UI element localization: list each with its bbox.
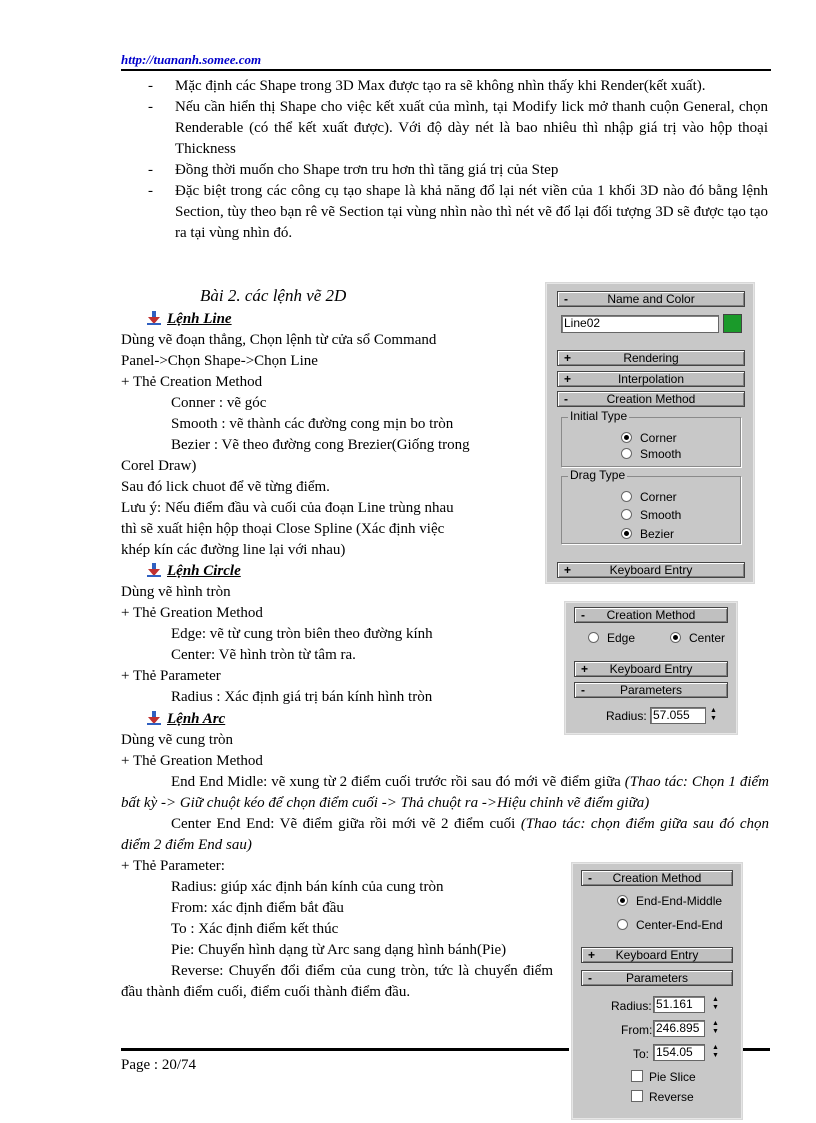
center-end-end-radio[interactable] <box>617 918 723 932</box>
radio-icon <box>621 491 632 502</box>
from-label: From: <box>621 1023 653 1037</box>
line-text: Dùng vẽ đoạn thẳng, Chọn lệnh từ cửa sổ Command <box>121 332 437 348</box>
line-text: Sau đó lick chuot để vẽ từng điểm. <box>121 479 330 495</box>
circle-text: Edge: vẽ từ cung tròn biên theo đường kính <box>171 626 433 642</box>
radio-label: Bezier <box>640 527 675 541</box>
arrow-down-icon <box>147 711 161 725</box>
rollout-title: Name and Color <box>607 292 695 306</box>
collapse-sign: - <box>588 871 592 885</box>
collapse-sign: - <box>564 392 568 406</box>
rollout-creation-method[interactable] <box>574 607 728 623</box>
arrow-down-icon <box>147 563 161 577</box>
arc-text: Pie: Chuyển hình dạng từ Arc sang dạng hình bánh(Pie) <box>171 942 507 958</box>
radio-label: Center-End-End <box>636 918 723 932</box>
circle-text: + Thẻ Parameter <box>121 668 221 684</box>
bullet-item: - Đặc biệt trong các công cụ tạo shape là khả năng đổ lại nét viền của 1 khối 3D nào đó bằng lệnh Section, tùy theo bạn rê vẽ Section tại vùng nhìn nào thì nét vẽ đổ lại đối tượng 3D sẽ được tạo tạo ra tại vùng nhìn đó. <box>148 181 768 244</box>
arc-text: Radius: giúp xác định bán kính của cung tròn <box>171 879 444 895</box>
radio-selected-icon <box>621 432 632 443</box>
radio-icon <box>621 448 632 459</box>
circle-text: Radius : Xác định giá trị bán kính hình tròn <box>171 689 433 705</box>
rollout-parameters[interactable] <box>581 970 733 986</box>
reverse-checkbox[interactable] <box>631 1090 694 1104</box>
line-heading-row <box>121 309 521 330</box>
expand-sign: + <box>564 372 572 386</box>
radius-spinner[interactable]: ▲ ▼ <box>710 707 717 722</box>
color-swatch[interactable] <box>723 314 742 333</box>
radio-selected-icon <box>670 632 681 643</box>
rollout-creation-method[interactable] <box>581 870 733 886</box>
page-number: Page : 20/74 <box>121 1057 196 1073</box>
line-text: Bezier : Vẽ theo đường cong Brezier(Giống trong <box>171 437 470 453</box>
pie-slice-checkbox[interactable] <box>631 1070 696 1084</box>
to-label: To: <box>633 1047 650 1061</box>
radio-selected-icon <box>617 895 628 906</box>
radio-icon <box>588 632 599 643</box>
radius-label: Radius: <box>611 999 652 1013</box>
checkbox-icon <box>631 1070 643 1082</box>
rollout-interpolation[interactable] <box>557 371 745 387</box>
radius-spinner[interactable]: ▲ ▼ <box>712 996 719 1011</box>
initial-smooth-radio[interactable] <box>621 447 681 461</box>
circle-text: Dùng vẽ hình tròn <box>121 584 231 600</box>
rollout-title: Creation Method <box>606 608 696 622</box>
expand-sign: + <box>564 563 572 577</box>
rollout-title: Interpolation <box>617 372 685 386</box>
radio-label: End-End-Middle <box>636 894 723 908</box>
rollout-keyboard-entry[interactable] <box>581 947 733 963</box>
bullet-item: - Nếu cần hiển thị Shape cho việc kết xuất của mình, tại Modify lick mở thanh cuộn General, chọn Renderable (có thể kết xuất được). Với độ dày nét là bao nhiêu thì nhập giá trị vào hộp thoại Thickness <box>148 97 768 160</box>
checkbox-label: Reverse <box>649 1090 694 1104</box>
arrow-down-icon <box>147 311 161 325</box>
arc-command-panel <box>572 863 742 1119</box>
arc-paragraph-end-end-middle <box>121 772 769 814</box>
arc-text: From: xác định điểm bắt đầu <box>171 900 344 916</box>
line-text: Lưu ý: Nếu điểm đầu và cuối của đoạn Line trùng nhau <box>121 500 454 516</box>
radius-input[interactable]: 51.161 <box>653 996 705 1013</box>
center-radio[interactable] <box>670 631 725 645</box>
line-text: Corel Draw) <box>121 458 197 474</box>
intro-bullet-list <box>148 76 768 244</box>
arc-text: End End Midle: vẽ xung từ 2 điểm cuối trước rồi sau đó mới vẽ điểm giữa <box>171 774 625 790</box>
circle-text: Center: Vẽ hình tròn từ tâm ra. <box>171 647 356 663</box>
radio-icon <box>617 919 628 930</box>
header-rule <box>121 69 771 71</box>
bullet-item: - Mặc định các Shape trong 3D Max được tạo ra sẽ không nhìn thấy khi Render(kết xuất). <box>148 76 768 97</box>
radio-label: Corner <box>640 431 677 445</box>
rollout-title: Parameters <box>625 971 689 985</box>
arc-text: Center End End: Vẽ điểm giữa rồi mới vẽ 2 điểm cuối <box>171 816 521 832</box>
rollout-title: Rendering <box>623 351 679 365</box>
collapse-sign: - <box>588 971 592 985</box>
arc-text-italic: (Thao tác: Chọn 1 điểm bất kỳ -> Giữ chuột kéo để chọn điểm cuối -> Thả chuột ra ->Hiệu chỉnh vẽ điểm giữa) <box>121 774 769 811</box>
circle-text: + Thẻ Greation Method <box>121 605 263 621</box>
collapse-sign: - <box>581 608 585 622</box>
to-spinner[interactable]: ▲ ▼ <box>712 1044 719 1059</box>
rollout-title: Creation Method <box>606 392 696 406</box>
rollout-title: Keyboard Entry <box>609 563 693 577</box>
rollout-parameters[interactable] <box>574 682 728 698</box>
rollout-creation-method[interactable] <box>557 391 745 407</box>
expand-sign: + <box>564 351 572 365</box>
line-section <box>121 309 521 561</box>
arc-parameter-block <box>121 856 553 1003</box>
line-text: + Thẻ Creation Method <box>121 374 263 390</box>
circle-heading: Lệnh Circle <box>167 563 241 579</box>
arc-heading: Lệnh Arc <box>167 711 226 727</box>
line-command-panel <box>546 283 754 583</box>
lesson-title: Bài 2. các lệnh vẽ 2D <box>200 286 347 305</box>
line-heading: Lệnh Line <box>167 311 232 327</box>
arc-text: Dùng vẽ cung tròn <box>121 732 234 748</box>
rollout-keyboard-entry[interactable] <box>557 562 745 578</box>
radius-label: Radius: <box>606 709 647 723</box>
arc-text: To : Xác định điểm kết thúc <box>171 921 339 937</box>
line-text: Conner : vẽ góc <box>171 395 267 411</box>
line-text: thì sẽ xuất hiện hộp thoại Close Spline (Xác định việc <box>121 521 445 537</box>
collapse-sign: - <box>581 683 585 697</box>
radio-label: Center <box>689 631 726 645</box>
to-input[interactable]: 154.05 <box>653 1044 705 1061</box>
end-end-middle-radio[interactable] <box>617 894 722 908</box>
arc-text: + Thẻ Parameter: <box>121 858 225 874</box>
rollout-rendering[interactable] <box>557 350 745 366</box>
circle-section <box>121 561 541 708</box>
radio-label: Corner <box>640 490 677 504</box>
rollout-title: Keyboard Entry <box>609 662 693 676</box>
line-text: Smooth : vẽ thành các đường cong mịn bo tròn <box>171 416 454 432</box>
line-text: Panel->Chọn Shape->Chọn Line <box>121 353 318 369</box>
footer-rule <box>121 1048 569 1051</box>
rollout-title: Parameters <box>619 683 683 697</box>
drag-smooth-radio[interactable] <box>621 508 681 522</box>
group-title: Drag Type <box>570 468 626 482</box>
drag-bezier-radio[interactable] <box>621 527 674 541</box>
expand-sign: + <box>588 948 596 962</box>
edge-radio[interactable] <box>588 631 635 645</box>
arc-text-italic: (Thao tác: chọn điểm giữa sau đó chọn diểm 2 điểm End sau) <box>121 816 769 853</box>
radio-label: Smooth <box>640 447 682 461</box>
radio-label: Smooth <box>640 508 682 522</box>
rollout-keyboard-entry[interactable] <box>574 661 728 677</box>
circle-heading-row <box>121 561 541 582</box>
radio-selected-icon <box>621 528 632 539</box>
radio-icon <box>621 509 632 520</box>
rollout-title: Keyboard Entry <box>615 948 699 962</box>
drag-corner-radio[interactable] <box>621 490 677 504</box>
line-text: khép kín các đường line lại với nhau) <box>121 542 346 558</box>
from-spinner[interactable]: ▲ ▼ <box>712 1020 719 1035</box>
circle-command-panel <box>565 602 737 734</box>
rollout-title: Creation Method <box>612 871 702 885</box>
bullet-item: - Đồng thời muốn cho Shape trơn tru hơn thì tăng giá trị của Step <box>148 160 768 181</box>
arc-text: + Thẻ Greation Method <box>121 753 263 769</box>
checkbox-icon <box>631 1090 643 1102</box>
radius-input[interactable]: 57.055 <box>650 707 706 724</box>
radio-label: Edge <box>607 631 636 645</box>
collapse-sign: - <box>564 292 568 306</box>
header-url[interactable]: http://tuananh.somee.com <box>121 52 262 67</box>
checkbox-label: Pie Slice <box>649 1070 696 1084</box>
from-input[interactable]: 246.895 <box>653 1020 705 1037</box>
group-title: Initial Type <box>570 409 628 423</box>
rollout-name-and-color[interactable] <box>557 291 745 307</box>
arc-paragraph-center-end-end <box>121 814 769 856</box>
arc-text: Reverse: Chuyển đổi điểm của cung tròn, tức là chuyển điểm đầu thành điểm cuối, điểm cuối thành điểm đầu. <box>121 963 553 1000</box>
initial-corner-radio[interactable] <box>621 431 677 445</box>
object-name-input[interactable]: Line02 <box>561 315 719 333</box>
expand-sign: + <box>581 662 589 676</box>
